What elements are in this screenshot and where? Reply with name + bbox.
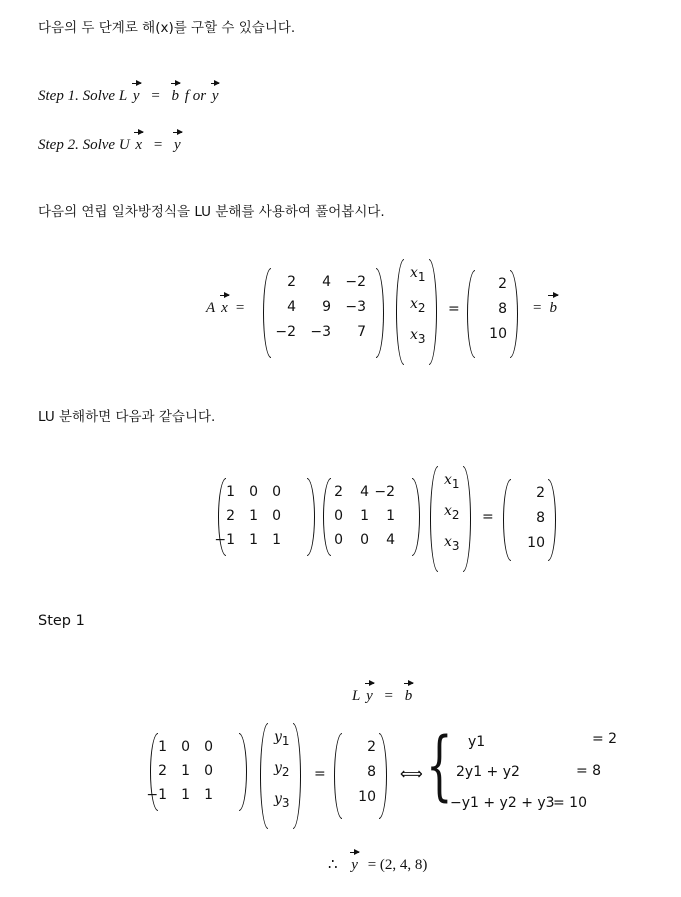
step1-left-brace: { [426, 720, 453, 809]
step1-eq-lhs: −y1 + y2 + y3 [450, 795, 555, 811]
system-vec-x-entries-entry: $x_2$ [410, 296, 426, 315]
problem-text: 다음의 연립 일차방정식을 LU 분해를 사용하여 풀어봅시다. [38, 204, 385, 220]
system-vec-x-entries-right-paren [429, 259, 437, 365]
system-vec-b-entries-entry: 2 [498, 276, 507, 292]
step1-vec-b-entry: 8 [367, 764, 376, 780]
step1-eq-vec-y: y [366, 688, 373, 704]
step1-equals: = [314, 766, 326, 782]
step2-U: U [118, 137, 130, 153]
lu-matrix-U-cell: 0 [360, 532, 369, 548]
lu-matrix-L-cell: 1 [249, 508, 258, 524]
lu-matrix-L-cell: 0 [249, 484, 258, 500]
system-eq-3: = [533, 300, 542, 316]
step1-matrix-L-cell: 1 [181, 787, 190, 803]
system-vec-x: x [221, 300, 228, 316]
lu-matrix-L-cell: 1 [272, 532, 281, 548]
lu-vec-x-right-paren [463, 466, 471, 572]
lu-vec-x-entry: $x_2$ [444, 503, 460, 522]
step1-vec-y-entry: $y_3$ [274, 791, 290, 810]
iff-symbol: ⟺ [400, 764, 423, 783]
system-vec-x-entries-left-paren [396, 259, 404, 365]
lu-text: LU 분해하면 다음과 같습니다. [38, 409, 216, 425]
step1-vec-b: b [171, 88, 180, 104]
system-vec-b-entries-entry: 8 [498, 301, 507, 317]
system-matrix-A-cell: −2 [275, 324, 296, 340]
step1-vec-b-right-paren [379, 733, 387, 819]
lu-matrix-L-cell: 2 [226, 508, 235, 524]
lu-vec-b-entry: 10 [527, 535, 545, 551]
system-matrix-A-cell: −3 [310, 324, 331, 340]
step1-matrix-L-cell: 1 [158, 739, 167, 755]
step1-matrix-L-cell: 0 [181, 739, 190, 755]
step1-vec-y-entry: $y_2$ [274, 760, 290, 779]
step1-matrix-L-cell: 0 [204, 739, 213, 755]
lu-matrix-U-cell: 0 [334, 532, 343, 548]
system-vec-x-entries-entry: $x_1$ [410, 265, 426, 284]
system-rhs [527, 300, 559, 317]
step2-prefix: Step 2. Solve [38, 137, 119, 153]
lu-matrix-U-cell: 0 [334, 508, 343, 524]
step2-vec-x: x [135, 137, 143, 153]
step1-eq-L: L [352, 688, 361, 704]
system-matrix-A-cell: 4 [287, 299, 296, 315]
step1-prefix: Step 1. Solve [38, 88, 119, 104]
system-A: A [206, 300, 216, 316]
system-matrix-A-right-paren [376, 268, 384, 358]
step1-vec-y2: y [211, 88, 219, 104]
step1-matrix-L-cell: −1 [146, 787, 167, 803]
system-vec-b: b [549, 300, 557, 316]
step1-eq: = [151, 88, 160, 104]
step1-eq-rhs: = 2 [592, 731, 618, 747]
step1-heading: Step 1 [38, 613, 85, 629]
lu-matrix-U-cell: 2 [334, 484, 343, 500]
lu-matrix-L-cell: 1 [249, 532, 258, 548]
result-value: = (2, 4, 8) [367, 857, 428, 873]
step1-eq-lhs: y1 [468, 734, 486, 750]
system-matrix-A-cell: −3 [345, 299, 366, 315]
step2-vec-y: y [174, 137, 181, 153]
step1-vec-y: y [132, 88, 140, 104]
system-vec-x-entries-entry: $x_3$ [410, 327, 426, 346]
lu-matrix-U-cell: 1 [360, 508, 369, 524]
step1-matrix-L-cell: 1 [204, 787, 213, 803]
step1-result [328, 855, 427, 874]
system-matrix-A-cell: 9 [322, 299, 331, 315]
system-matrix-A-cell: 4 [322, 274, 331, 290]
step1-equation: L y = b [352, 688, 413, 704]
step1-vec-y-left-paren [260, 723, 268, 829]
step2-instruction [38, 137, 183, 154]
lu-vec-x-entry: $x_1$ [444, 472, 460, 491]
system-eq: = [235, 300, 245, 316]
lu-matrix-L-right-paren [307, 478, 315, 556]
lu-vec-b-entry: 8 [536, 510, 545, 526]
lu-matrix-U-cell: 4 [360, 484, 369, 500]
step1-eq-rhs: = 8 [576, 763, 602, 779]
step1-vec-y-entry: $y_1$ [274, 729, 290, 748]
step1-vec-b-entry: 10 [358, 789, 376, 805]
lu-matrix-L-cell: 1 [226, 484, 235, 500]
step1-matrix-L-cell: 2 [158, 763, 167, 779]
lu-matrix-U-right-paren [412, 478, 420, 556]
step1-vec-y-right-paren [293, 723, 301, 829]
therefore-symbol: ∴ [328, 857, 338, 873]
system-matrix-A-cell: 7 [357, 324, 366, 340]
step1-vec-b-entry: 2 [367, 739, 376, 755]
system-matrix-A-cell: 2 [287, 274, 296, 290]
step1-matrix-L-cell: 0 [204, 763, 213, 779]
system-vec-b-entries-entry: 10 [489, 326, 507, 342]
step1-for: f or [184, 88, 207, 104]
step1-eq-lhs: 2y1 + y2 [456, 764, 520, 780]
lu-matrix-L-cell: 0 [272, 484, 281, 500]
step1-matrix-L-cell: 1 [181, 763, 190, 779]
system-vec-b-entries-right-paren [510, 270, 518, 358]
lu-vec-b-right-paren [548, 479, 556, 561]
step1-L: L [118, 88, 128, 104]
step2-eq: = [153, 137, 163, 153]
lu-matrix-U-cell: 4 [386, 532, 395, 548]
step1-instruction [38, 88, 220, 105]
intro-text: 다음의 두 단계로 해(x)를 구할 수 있습니다. [38, 20, 296, 36]
lu-matrix-L-cell: −1 [214, 532, 235, 548]
lu-matrix-L-cell: 0 [272, 508, 281, 524]
result-vec-y: y [351, 857, 358, 873]
system-lhs [206, 300, 250, 317]
system-matrix-A-cell: −2 [345, 274, 366, 290]
lu-vec-x-left-paren [430, 466, 438, 572]
lu-equals: = [482, 509, 494, 525]
system-equals-2: = [448, 301, 460, 317]
lu-matrix-U-cell: 1 [386, 508, 395, 524]
lu-matrix-U-cell: −2 [374, 484, 395, 500]
lu-vec-b-entry: 2 [536, 485, 545, 501]
step1-eq-rhs: = 10 [553, 795, 587, 811]
step1-eq-vec-b: b [404, 688, 413, 704]
lu-vec-x-entry: $x_3$ [444, 534, 460, 553]
step1-matrix-L-right-paren [239, 733, 247, 811]
